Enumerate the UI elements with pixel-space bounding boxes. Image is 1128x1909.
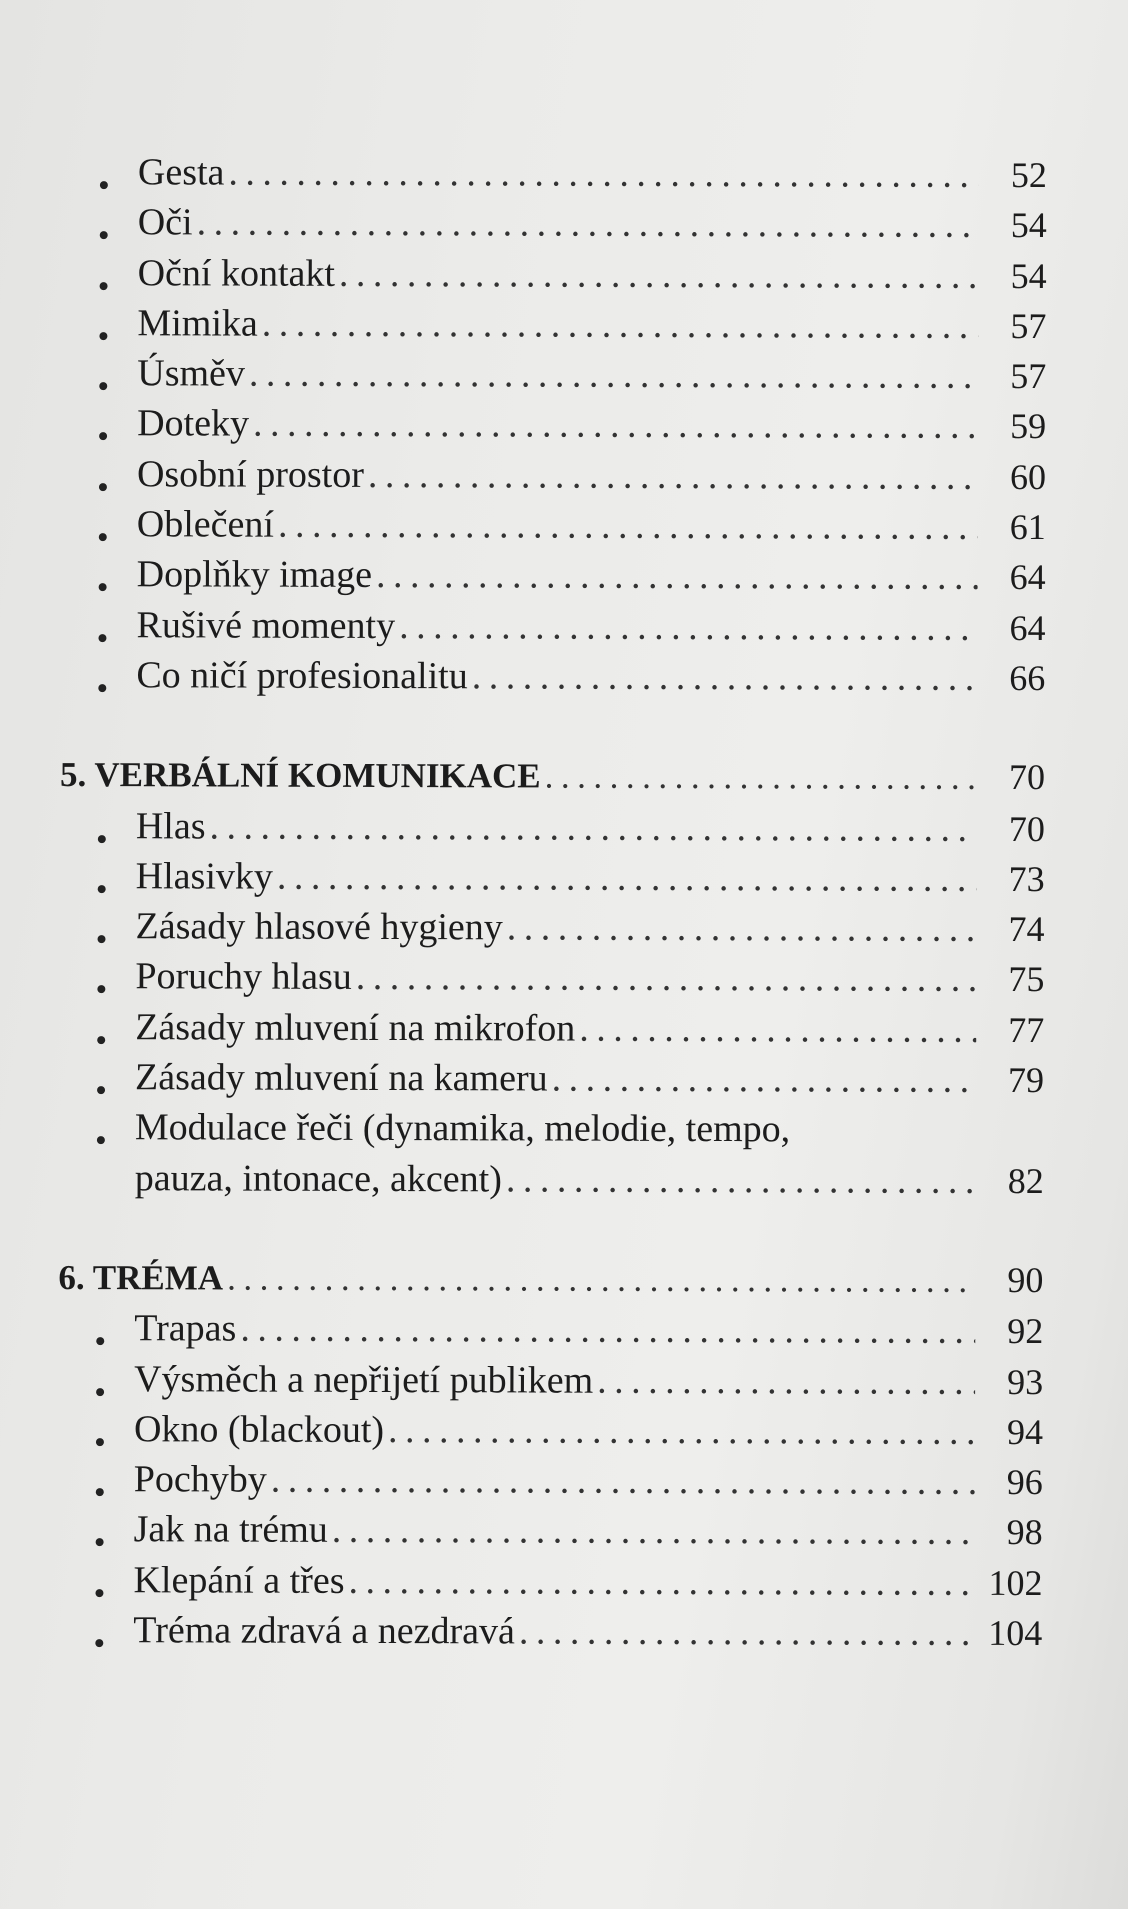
- toc-section-5-list: [59, 804, 1045, 1209]
- toc-entry-title: Rušivé momenty: [136, 603, 396, 647]
- toc-entry-title: Tréma zdravá a nezdravá: [133, 1609, 515, 1653]
- toc-entry-title: Gesta: [137, 151, 225, 194]
- toc-entry-title: Modulace řeči (dynamika, melodie, tempo,: [134, 1106, 791, 1151]
- toc-entry-page: 66: [1009, 657, 1046, 699]
- leader-dots: [597, 1358, 975, 1403]
- toc-entry-page: 61: [1009, 507, 1046, 548]
- toc-entry-multiline-line2[interactable]: [59, 1156, 1044, 1209]
- toc-entry-title: Jak na trému: [133, 1508, 328, 1552]
- toc-entry-title: Poruchy hlasu: [135, 955, 352, 999]
- toc-entry-page: 57: [1010, 356, 1047, 397]
- toc-entry-page: 70: [1008, 808, 1045, 849]
- toc-entry-page: 93: [1007, 1361, 1044, 1402]
- toc-entry[interactable]: [62, 251, 1047, 304]
- toc-section-6-list: [57, 1306, 1043, 1661]
- toc-chapter-5[interactable]: [60, 753, 1045, 806]
- toc-entry-multiline-line1[interactable]: [59, 1105, 1044, 1158]
- section-gap: [59, 1206, 1044, 1259]
- toc-entry[interactable]: [61, 502, 1046, 555]
- leader-dots: [794, 1142, 1036, 1143]
- toc-entry-page: 98: [1006, 1512, 1043, 1553]
- table-of-contents: [57, 150, 1047, 1661]
- toc-entry[interactable]: [61, 552, 1046, 605]
- toc-entry[interactable]: [59, 954, 1044, 1007]
- toc-entry-title: Doplňky image: [136, 553, 373, 597]
- leader-dots: [227, 1258, 975, 1300]
- toc-entry-title: Oblečení: [136, 503, 275, 546]
- chapter-title: 6. TRÉMA: [58, 1257, 224, 1298]
- leader-dots: [399, 604, 978, 650]
- leader-dots: [277, 855, 977, 901]
- toc-entry[interactable]: [62, 200, 1047, 253]
- toc-entry[interactable]: [60, 603, 1045, 656]
- leader-dots: [209, 804, 976, 850]
- leader-dots: [249, 352, 978, 398]
- toc-entry-title: Oční kontakt: [137, 251, 336, 295]
- leader-dots: [262, 302, 979, 348]
- leader-dots: [339, 251, 979, 297]
- toc-entry[interactable]: [60, 653, 1045, 706]
- section-gap: [60, 703, 1045, 756]
- toc-entry[interactable]: [61, 452, 1046, 505]
- toc-entry-page: 82: [1007, 1160, 1044, 1201]
- toc-entry-title: Hlasivky: [135, 855, 274, 898]
- toc-entry-title: Doteky: [137, 402, 250, 446]
- toc-entry[interactable]: [57, 1558, 1042, 1611]
- toc-entry[interactable]: [59, 904, 1044, 957]
- toc-entry-title: Výsměch a nepřijetí publikem: [134, 1357, 594, 1402]
- leader-dots: [228, 151, 979, 197]
- toc-entry-title: Klepání a třes: [133, 1558, 345, 1602]
- toc-entry-title: Osobní prostor: [136, 453, 365, 496]
- toc-entry-title: Hlas: [135, 804, 206, 848]
- toc-entry[interactable]: [61, 351, 1046, 404]
- toc-entry[interactable]: [58, 1357, 1043, 1410]
- leader-dots: [197, 201, 979, 247]
- toc-entry[interactable]: [57, 1608, 1042, 1661]
- toc-entry[interactable]: [59, 1005, 1044, 1058]
- toc-entry-title: Zásady mluvení na mikrofon: [135, 1005, 576, 1050]
- toc-entry-page: 96: [1006, 1462, 1043, 1503]
- toc-entry-page: 79: [1008, 1060, 1045, 1101]
- toc-entry-title: Zásady mluvení na kameru: [135, 1056, 548, 1100]
- leader-dots: [579, 1006, 976, 1051]
- toc-entry[interactable]: [58, 1507, 1043, 1560]
- toc-entry[interactable]: [62, 150, 1047, 203]
- chapter-page: 70: [1008, 757, 1046, 798]
- toc-entry-page: 52: [1010, 154, 1047, 196]
- toc-entry-page: 74: [1008, 909, 1045, 950]
- toc-entry[interactable]: [58, 1306, 1043, 1359]
- leader-dots: [376, 553, 978, 599]
- leader-dots: [388, 1408, 975, 1454]
- toc-entry-page: 77: [1008, 1009, 1045, 1050]
- toc-entry-title: Oči: [137, 201, 193, 244]
- leader-dots: [368, 453, 978, 499]
- leader-dots: [519, 1609, 975, 1654]
- leader-dots: [472, 654, 978, 700]
- leader-dots: [506, 1157, 976, 1202]
- toc-entry[interactable]: [61, 401, 1046, 454]
- leader-dots: [545, 757, 977, 798]
- toc-entry-page: 102: [988, 1562, 1043, 1603]
- chapter-page: 90: [1007, 1259, 1044, 1301]
- toc-entry[interactable]: [58, 1407, 1043, 1460]
- toc-entry-title: Okno (blackout): [133, 1408, 385, 1451]
- toc-entry-title: Mimika: [137, 302, 258, 345]
- leader-dots: [332, 1508, 975, 1554]
- toc-entry-page: 59: [1010, 406, 1047, 447]
- toc-entry-page: 64: [1009, 607, 1046, 648]
- toc-entry[interactable]: [60, 854, 1045, 907]
- toc-entry[interactable]: [58, 1457, 1043, 1510]
- toc-entry-page: 94: [1006, 1411, 1044, 1452]
- leader-dots: [348, 1559, 974, 1605]
- toc-entry-page: 60: [1009, 456, 1047, 497]
- toc-entry-page: 73: [1008, 858, 1045, 899]
- toc-entry-title: Co ničí profesionalitu: [136, 654, 468, 698]
- leader-dots: [240, 1307, 975, 1353]
- leader-dots: [278, 503, 978, 549]
- toc-entry-page: 57: [1010, 305, 1047, 346]
- leader-dots: [356, 955, 977, 1001]
- toc-entry-title: Zásady hlasové hygieny: [135, 905, 503, 949]
- leader-dots: [271, 1458, 975, 1504]
- leader-dots: [552, 1057, 977, 1102]
- toc-entry-title: Úsměv: [137, 352, 246, 395]
- chapter-title: 5. VERBÁLNÍ KOMUNIKACE: [59, 755, 541, 796]
- toc-entry[interactable]: [61, 301, 1046, 354]
- toc-entry-title: Trapas: [134, 1307, 237, 1350]
- toc-entry-title-continued: pauza, intonace, akcent): [134, 1156, 502, 1201]
- leader-dots: [253, 402, 978, 448]
- toc-entry-page: 64: [1009, 557, 1046, 598]
- toc-chapter-6[interactable]: [58, 1256, 1043, 1309]
- toc-entry-page: 54: [1010, 255, 1047, 296]
- toc-section-4-list: [60, 150, 1047, 706]
- toc-entry-page: 54: [1010, 205, 1047, 246]
- leader-dots: [507, 906, 977, 951]
- toc-entry[interactable]: [59, 1055, 1044, 1108]
- toc-entry-page: 92: [1007, 1311, 1044, 1352]
- toc-entry-page: 104: [988, 1612, 1043, 1654]
- toc-entry-page: 75: [1008, 959, 1045, 1000]
- toc-entry-title: Pochyby: [133, 1458, 267, 1501]
- toc-entry[interactable]: [60, 804, 1045, 857]
